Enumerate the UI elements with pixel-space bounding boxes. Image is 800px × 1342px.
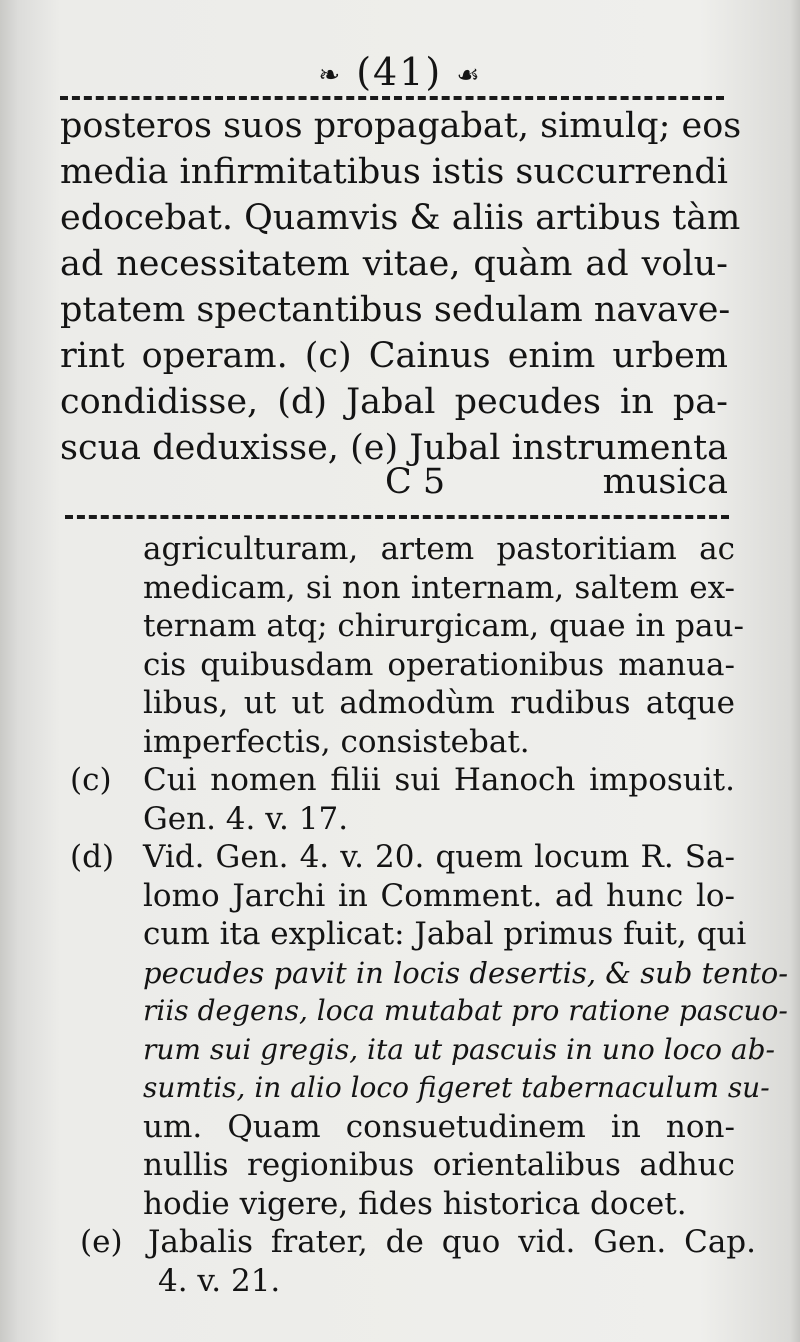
footnote-text: ternam atq; chirurgicam, quae in pau- [143, 608, 744, 644]
text-line: ptatem spectantibus sedulam navave- [60, 290, 731, 330]
footnote-text: medicam, si non internam, saltem ex- [143, 569, 735, 606]
footnote-line [0, 1069, 800, 1108]
footnote-d [0, 838, 800, 877]
footnotes [0, 530, 800, 1300]
text-line: scua deduxisse, (e) Jubal instrumenta [60, 428, 728, 468]
footnote-text: riis degens, loca mutabat pro ratione pascuo- [143, 994, 788, 1027]
footnote-marker-e: (e) [80, 1224, 123, 1260]
footnote-text: cis quibusdam operationibus manua- [143, 646, 735, 683]
text-line: edocebat. Quamvis & aliis artibus tàm [60, 198, 741, 238]
footnote-marker-d: (d) [70, 839, 115, 875]
signature-row [60, 459, 728, 505]
ornament-right-icon: ☙ [456, 60, 482, 91]
footnote-text: cum ita explicat: Jabal primus fuit, qui [143, 916, 747, 952]
footnote-line [0, 954, 800, 993]
footnote-line [0, 646, 800, 685]
footnote-text: Cui nomen filii sui Hanoch imposuit. [143, 762, 735, 798]
footnote-rule [65, 515, 729, 519]
main-text [60, 103, 742, 471]
footnote-text: sumtis, in alio loco figeret tabernaculum su- [143, 1071, 770, 1104]
text-line: rint operam. (c) Cainus enim urbem [60, 336, 728, 376]
footnote-line [0, 877, 800, 916]
footnote-line [0, 992, 800, 1031]
footnote-line [0, 530, 800, 569]
page-header [0, 50, 800, 94]
footnote-line [0, 684, 800, 723]
footnote-line [0, 1108, 800, 1147]
text-line: posteros suos propagabat, simulq; eos [60, 106, 742, 146]
footnote-line [0, 723, 800, 762]
ornament-left-icon: ❧ [318, 60, 343, 91]
signature-mark: C 5 [385, 462, 446, 502]
footnote-line [0, 1185, 800, 1224]
footnote-text: libus, ut ut admodùm rudibus atque [143, 685, 735, 721]
header-rule [60, 96, 724, 100]
footnote-text: hodie vigere, fides historica docet. [143, 1185, 687, 1222]
footnote-text: um. Quam consuetudinem in non- [143, 1108, 735, 1145]
catchword: musica [602, 462, 728, 502]
footnote-text: pecudes pavit in locis desertis, & sub tento- [143, 955, 789, 990]
footnote-text: Jabalis frater, de quo vid. Gen. Cap. [148, 1224, 756, 1260]
footnote-text: imperfectis, consistebat. [143, 723, 530, 760]
footnote-text: lomo Jarchi in Comment. ad hunc lo- [143, 877, 735, 914]
footnote-text: 4. v. 21. [158, 1262, 281, 1299]
footnote-line [0, 569, 800, 608]
footnote-text: Gen. 4. v. 17. [143, 800, 349, 837]
footnote-line [0, 607, 800, 646]
footnote-text: rum sui gregis, ita ut pascuis in uno loco ab- [143, 1032, 776, 1066]
page-number: (41) [356, 50, 443, 94]
footnote-c [0, 761, 800, 800]
footnote-text: nullis regionibus orientalibus adhuc [143, 1147, 735, 1183]
footnote-e [0, 1223, 800, 1262]
text-line: media infirmitatibus istis succurrendi [60, 152, 728, 192]
footnote-text: Vid. Gen. 4. v. 20. quem locum R. Sa- [143, 839, 735, 875]
text-line: ad necessitatem vitae, quàm ad volu- [60, 244, 728, 284]
footnote-text: agriculturam, artem pastoritiam ac [143, 531, 735, 567]
footnote-line [0, 1146, 800, 1185]
footnote-marker-c: (c) [70, 762, 112, 798]
text-line: condidisse, (d) Jabal pecudes in pa- [60, 382, 728, 422]
footnote-line [0, 1262, 800, 1301]
footnote-line [0, 800, 800, 839]
footnote-line [0, 915, 800, 954]
footnote-line [0, 1031, 800, 1070]
